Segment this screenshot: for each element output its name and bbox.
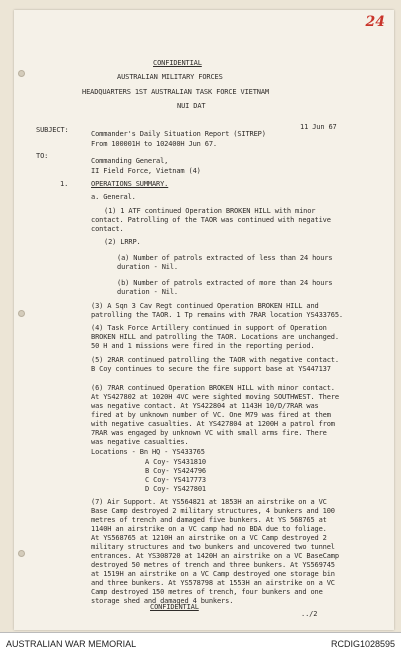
location-title: NUI DAT <box>177 102 206 110</box>
para-4-line: BROKEN HILL and patrolling the TAOR. Locations are unchanged. <box>91 333 339 341</box>
para-2a-line: (a) Number of patrols extracted of less than 24 hours <box>117 254 333 262</box>
para-7-line: (7) Air Support. At YS564821 at 1853H an airstrike on a VC <box>91 498 327 506</box>
handwritten-page-number: 24 <box>365 14 385 30</box>
section-number: 1. <box>60 180 69 188</box>
section-title: OPERATIONS SUMMARY. <box>91 180 169 188</box>
company-location: C Coy- YS417773 <box>145 476 206 484</box>
para-7-line: military structures and two bunkers and uncovered two tunnel <box>91 543 335 551</box>
para-6-line: At YS427802 at 1020H 4VC were sighted moving SOUTHWEST. There <box>91 393 339 401</box>
para-2b-line: (b) Number of patrols extracted of more than 24 hours <box>117 279 333 287</box>
para-6-line: Locations - Bn HQ - YS433765 <box>91 448 205 456</box>
para-3-line: (3) A Sqn 3 Cav Regt continued Operation BROKEN HILL and <box>91 302 319 310</box>
archive-bar <box>0 632 401 654</box>
report-date: 11 Jun 67 <box>300 123 337 131</box>
para-6-line: was negative casualties. <box>91 438 189 446</box>
company-location: B Coy- YS424796 <box>145 467 206 475</box>
para-5-line: B Coy continues to secure the fire support base at YS447137 <box>91 365 331 373</box>
para-7-line: Base Camp destroyed 2 military structures, 4 bunkers and 100 <box>91 507 335 515</box>
company-location: A Coy- YS431810 <box>145 458 206 466</box>
continuation-marker: ../2 <box>301 610 318 618</box>
to-line: II Field Force, Vietnam (4) <box>91 167 201 175</box>
para-7-line: entrances. At YS308720 at 1420H an airstrike on a VC BaseCamp <box>91 552 339 560</box>
para-1-line: (1) 1 ATF continued Operation BROKEN HILL with minor <box>104 207 316 215</box>
subject-label: SUBJECT: <box>36 126 69 134</box>
punch-hole <box>18 70 25 77</box>
para-7-line: Camp destroyed 150 metres of trench, four bunkers and one <box>91 588 323 596</box>
para-4-line: 50 H and 1 missions were fired in the reporting period. <box>91 342 315 350</box>
para-6-line: 7RAR was engaged by unknown VC with small arms fire. There <box>91 429 327 437</box>
para-2b-line: duration - Nil. <box>117 288 178 296</box>
to-line: Commanding General, <box>91 157 169 165</box>
subsection-heading: a. General. <box>91 193 136 201</box>
hq-title: HEADQUARTERS 1ST AUSTRALIAN TASK FORCE VIETNAM <box>82 88 269 96</box>
company-location: D Coy- YS427801 <box>145 485 206 493</box>
para-6-line: was negative contact. At YS422804 at 1143H 10/D/7RAR was <box>91 402 319 410</box>
classification-top: CONFIDENTIAL <box>153 59 202 67</box>
para-6-line: (6) 7RAR continued Operation BROKEN HILL with minor contact. <box>91 384 335 392</box>
para-7-line: and three bunkers. At YS578798 at 1553H an airstrike on a VC <box>91 579 335 587</box>
archive-id: RCDIG1028595 <box>330 639 395 649</box>
org-title: AUSTRALIAN MILITARY FORCES <box>117 73 223 81</box>
subject-line: From 100001H to 102400H Jun 67. <box>91 140 217 148</box>
para-1-line: contact. Patrolling of the TAOR was continued with negative <box>91 216 331 224</box>
para-4-line: (4) Task Force Artillery continued in support of Operation <box>91 324 327 332</box>
archive-name: AUSTRALIAN WAR MEMORIAL <box>6 639 137 649</box>
punch-hole <box>18 550 25 557</box>
classification-bottom: CONFIDENTIAL <box>150 603 199 611</box>
para-7-line: At YS568765 at 1210H an airstrike on a VC Camp destroyed 2 <box>91 534 327 542</box>
to-label: TO: <box>36 152 49 160</box>
para-7-line: 1140H an airstrike on a VC camp had no BDA due to foliage. <box>91 525 327 533</box>
para-7-line: storage shed and damaged 4 bunkers. <box>91 597 234 605</box>
subject-line: Commander's Daily Situation Report (SITREP) <box>91 130 266 138</box>
para-7-line: metres of trench and damaged five bunkers. At YS 568765 at <box>91 516 327 524</box>
para-1-line: contact. <box>91 225 124 233</box>
para-3-line: patrolling the TAOR. 1 Tp remains with 7RAR location YS433765. <box>91 311 343 319</box>
para-2a-line: duration - Nil. <box>117 263 178 271</box>
para-5-line: (5) 2RAR continued patrolling the TAOR with negative contact. <box>91 356 339 364</box>
para-7-line: destroyed 50 metres of trench and three bunkers. At YS569745 <box>91 561 335 569</box>
para-7-line: at 1519H an airstrike on a VC Camp destroyed one storage bin <box>91 570 335 578</box>
punch-hole <box>18 310 25 317</box>
para-6-line: fired at by unknown number of VC. One M79 was fired at them <box>91 411 331 419</box>
para-2-heading: (2) LRRP. <box>104 238 141 246</box>
para-6-line: with negative casualties. At YS427804 at 1200H a patrol from <box>91 420 335 428</box>
